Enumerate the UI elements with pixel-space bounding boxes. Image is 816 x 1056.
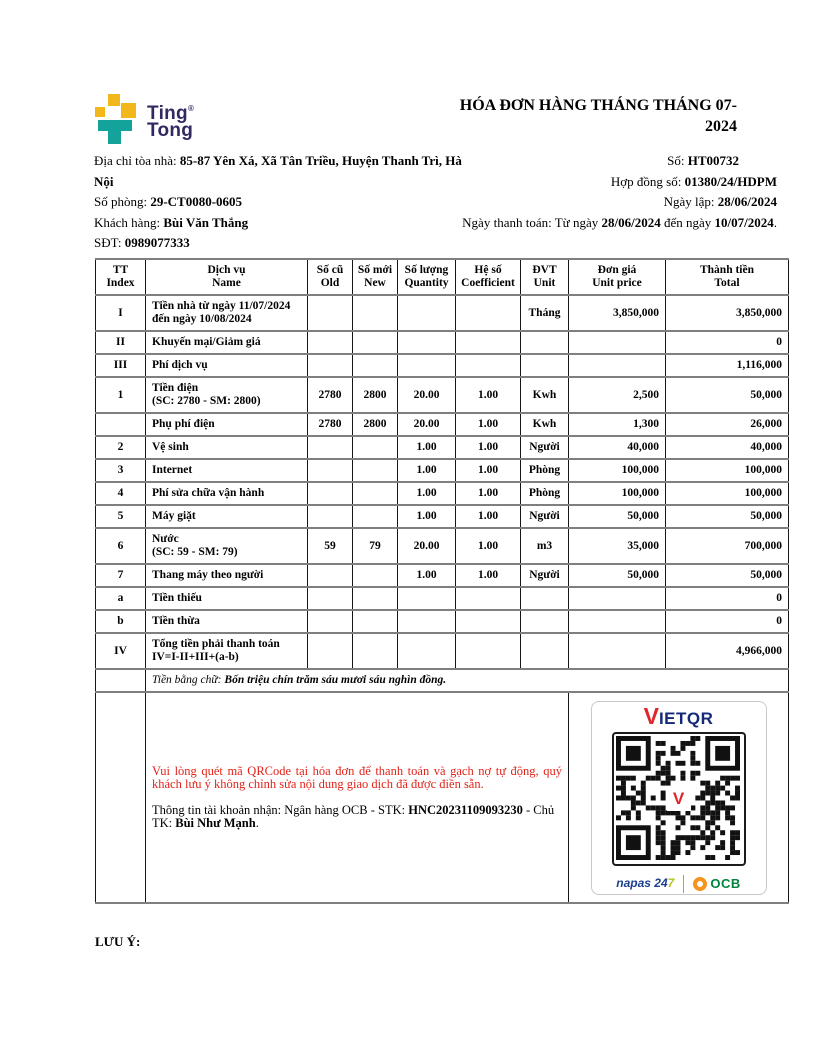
qr-row bbox=[96, 692, 789, 903]
payment-period: Ngày thanh toán: Từ ngày 28/06/2024 đến ngày 10/07/2024. bbox=[462, 214, 777, 230]
table-cell: 5 bbox=[96, 505, 146, 528]
table-row bbox=[96, 354, 789, 377]
header-row bbox=[96, 259, 789, 295]
table-cell bbox=[353, 482, 398, 505]
table-cell: 20.00 bbox=[398, 528, 456, 564]
table-cell: 1.00 bbox=[456, 528, 521, 564]
table-cell bbox=[353, 459, 398, 482]
table-cell: Phòng bbox=[521, 459, 569, 482]
napas-logo: napas 247 bbox=[616, 876, 675, 890]
table-cell: 100,000 bbox=[666, 482, 789, 505]
service-name-cell: Phụ phí điện bbox=[146, 413, 308, 436]
table-cell: 1.00 bbox=[456, 413, 521, 436]
table-cell bbox=[456, 295, 521, 331]
table-cell bbox=[308, 436, 353, 459]
table-cell bbox=[456, 354, 521, 377]
table-cell bbox=[308, 633, 353, 669]
service-name-cell: Nước (SC: 59 - SM: 79) bbox=[146, 528, 308, 564]
table-cell bbox=[521, 610, 569, 633]
tingtong-logo bbox=[94, 94, 194, 144]
table-cell bbox=[308, 331, 353, 354]
table-cell: 7 bbox=[96, 564, 146, 587]
table-cell: Phòng bbox=[521, 482, 569, 505]
table-cell: 59 bbox=[308, 528, 353, 564]
table-cell bbox=[456, 633, 521, 669]
table-cell: 20.00 bbox=[398, 413, 456, 436]
invoice-title-line2: 2024 bbox=[705, 118, 737, 135]
table-cell bbox=[308, 354, 353, 377]
table-cell bbox=[308, 587, 353, 610]
table-cell: Người bbox=[521, 564, 569, 587]
table-cell: 40,000 bbox=[666, 436, 789, 459]
table-cell: 35,000 bbox=[569, 528, 666, 564]
customer-name: Khách hàng: Bùi Văn Thắng bbox=[94, 214, 249, 230]
table-cell bbox=[353, 564, 398, 587]
invoice-title bbox=[397, 95, 737, 137]
table-cell: 4 bbox=[96, 482, 146, 505]
table-cell: 100,000 bbox=[569, 482, 666, 505]
table-row bbox=[96, 587, 789, 610]
table-cell: b bbox=[96, 610, 146, 633]
table-cell: 1.00 bbox=[398, 482, 456, 505]
tingtong-logo-text bbox=[147, 100, 194, 139]
vietqr-v-icon: V bbox=[643, 702, 659, 729]
registered-mark-icon: ® bbox=[187, 103, 195, 113]
table-cell bbox=[308, 610, 353, 633]
column-header: Hệ số Coefficient bbox=[456, 259, 521, 295]
table-cell: 50,000 bbox=[666, 505, 789, 528]
table-cell bbox=[569, 331, 666, 354]
footer-note bbox=[95, 934, 140, 950]
table-cell: 0 bbox=[666, 331, 789, 354]
brand-line2: Tong bbox=[147, 119, 194, 141]
service-name-cell: Internet bbox=[146, 459, 308, 482]
table-cell bbox=[353, 354, 398, 377]
service-name-cell: Tiền nhà từ ngày 11/07/2024 đến ngày 10/08/2024 bbox=[146, 295, 308, 331]
table-cell: 1,116,000 bbox=[666, 354, 789, 377]
table-cell bbox=[308, 505, 353, 528]
table-cell: 2 bbox=[96, 436, 146, 459]
table-cell: 3,850,000 bbox=[569, 295, 666, 331]
table-cell bbox=[398, 354, 456, 377]
invoice-number: Số: HT00732 bbox=[667, 153, 739, 168]
table-cell: 3,850,000 bbox=[666, 295, 789, 331]
table-row bbox=[96, 413, 789, 436]
table-row bbox=[96, 295, 789, 331]
table-cell bbox=[308, 564, 353, 587]
amount-in-words-cell bbox=[146, 669, 789, 692]
table-cell: 1.00 bbox=[456, 459, 521, 482]
table-row bbox=[96, 436, 789, 459]
amount-in-words-value: Bốn triệu chín trăm sáu mươi sáu nghìn đồng. bbox=[224, 674, 447, 686]
service-name-cell: Tiền thừa bbox=[146, 610, 308, 633]
table-row bbox=[96, 505, 789, 528]
customer-phone: SĐT: 0989077333 bbox=[94, 235, 190, 250]
table-row bbox=[96, 610, 789, 633]
logo-divider bbox=[683, 875, 684, 893]
table-cell: 6 bbox=[96, 528, 146, 564]
table-cell: 0 bbox=[666, 610, 789, 633]
table-cell bbox=[569, 587, 666, 610]
vietqr-logo: VIETQR bbox=[643, 702, 714, 729]
table-cell: Người bbox=[521, 505, 569, 528]
table-cell bbox=[308, 459, 353, 482]
payment-note-cell bbox=[146, 692, 569, 903]
table-cell: 1.00 bbox=[398, 459, 456, 482]
table-cell: 2,500 bbox=[569, 377, 666, 413]
table-row bbox=[96, 377, 789, 413]
table-cell bbox=[456, 587, 521, 610]
table-cell bbox=[398, 331, 456, 354]
column-header: Thành tiền Total bbox=[666, 259, 789, 295]
invoice-table bbox=[95, 258, 789, 904]
table-cell bbox=[353, 587, 398, 610]
table-cell: 1.00 bbox=[456, 564, 521, 587]
qr-code bbox=[612, 732, 746, 866]
table-cell: 2780 bbox=[308, 377, 353, 413]
table-cell bbox=[353, 505, 398, 528]
payment-warning: Vui lòng quét mã QRCode tại hóa đơn để thanh toán và gạch nợ tự động, quý khách lưu ý không chỉnh sửa nội dung giao dịch đã được điền sẵn. bbox=[152, 764, 562, 791]
service-name-cell: Thang máy theo người bbox=[146, 564, 308, 587]
table-cell bbox=[521, 633, 569, 669]
brand-line1: Ting bbox=[147, 102, 188, 124]
column-header: Đơn giá Unit price bbox=[569, 259, 666, 295]
table-cell bbox=[521, 331, 569, 354]
table-cell bbox=[308, 482, 353, 505]
table-cell bbox=[521, 354, 569, 377]
amount-in-words-label: Tiền bằng chữ: bbox=[152, 674, 225, 686]
table-cell: Tháng bbox=[521, 295, 569, 331]
column-header: TT Index bbox=[96, 259, 146, 295]
table-cell: 1.00 bbox=[398, 505, 456, 528]
table-cell bbox=[398, 610, 456, 633]
table-cell: 1.00 bbox=[456, 482, 521, 505]
table-cell bbox=[569, 354, 666, 377]
table-cell bbox=[96, 692, 146, 903]
table-row bbox=[96, 564, 789, 587]
service-name-cell: Vệ sinh bbox=[146, 436, 308, 459]
table-cell bbox=[353, 610, 398, 633]
table-cell bbox=[398, 295, 456, 331]
table-cell: III bbox=[96, 354, 146, 377]
table-row bbox=[96, 528, 789, 564]
invoice-table-body bbox=[96, 295, 789, 669]
column-header: Dịch vụ Name bbox=[146, 259, 308, 295]
table-cell bbox=[353, 331, 398, 354]
table-cell: 1.00 bbox=[456, 436, 521, 459]
table-cell: 1.00 bbox=[456, 377, 521, 413]
table-row bbox=[96, 633, 789, 669]
table-cell: 100,000 bbox=[666, 459, 789, 482]
column-header: Số mới New bbox=[353, 259, 398, 295]
contract-number: Hợp đồng số: 01380/24/HDPM bbox=[610, 173, 777, 189]
invoice-table-head bbox=[96, 259, 789, 295]
table-cell: 4,966,000 bbox=[666, 633, 789, 669]
table-cell: 79 bbox=[353, 528, 398, 564]
column-header: Số lượng Quantity bbox=[398, 259, 456, 295]
account-info: Thông tin tài khoản nhận: Ngân hàng OCB - STK: HNC20231109093230 - Chủ TK: Bùi Như Mạnh. bbox=[152, 803, 555, 830]
table-cell: 3 bbox=[96, 459, 146, 482]
table-cell: 700,000 bbox=[666, 528, 789, 564]
table-cell: 50,000 bbox=[569, 505, 666, 528]
room-number: Số phòng: 29-CT0080-0605 bbox=[94, 194, 243, 209]
table-cell bbox=[521, 587, 569, 610]
info-right bbox=[337, 151, 777, 233]
table-cell: 1,300 bbox=[569, 413, 666, 436]
column-header: Số cũ Old bbox=[308, 259, 353, 295]
table-cell bbox=[569, 610, 666, 633]
table-cell bbox=[398, 633, 456, 669]
table-cell bbox=[96, 669, 146, 692]
service-name-cell: Máy giặt bbox=[146, 505, 308, 528]
service-name-cell: Phí dịch vụ bbox=[146, 354, 308, 377]
table-cell bbox=[456, 331, 521, 354]
qr-footer bbox=[616, 875, 740, 893]
issue-date: Ngày lập: 28/06/2024 bbox=[663, 194, 777, 209]
table-cell: 50,000 bbox=[666, 564, 789, 587]
footer-note-label: LƯU Ý: bbox=[95, 934, 141, 949]
invoice-title-line1: HÓA ĐƠN HÀNG THÁNG THÁNG 07- bbox=[459, 97, 737, 114]
table-cell: 1 bbox=[96, 377, 146, 413]
tingtong-logo-icon bbox=[94, 94, 138, 144]
account-number: HNC20231109093230 bbox=[408, 803, 523, 817]
amount-in-words-row bbox=[96, 669, 789, 692]
building-address: Địa chỉ tòa nhà: 85-87 Yên Xá, Xã Tân Triều, Huyện Thanh Trì, Hà Nội bbox=[94, 153, 462, 189]
table-cell: m3 bbox=[521, 528, 569, 564]
table-cell: 20.00 bbox=[398, 377, 456, 413]
service-name-cell: Khuyến mại/Giảm giá bbox=[146, 331, 308, 354]
table-cell: 2780 bbox=[308, 413, 353, 436]
table-cell: 50,000 bbox=[569, 564, 666, 587]
vietqr-center-v-icon: V bbox=[672, 789, 685, 808]
table-cell bbox=[353, 436, 398, 459]
column-header: ĐVT Unit bbox=[521, 259, 569, 295]
ocb-logo: OCB bbox=[693, 877, 740, 891]
table-cell bbox=[96, 413, 146, 436]
table-cell: 2800 bbox=[353, 413, 398, 436]
vietqr-card bbox=[591, 701, 767, 895]
table-cell: 50,000 bbox=[666, 377, 789, 413]
table-cell: 26,000 bbox=[666, 413, 789, 436]
table-row bbox=[96, 482, 789, 505]
table-cell bbox=[456, 610, 521, 633]
table-row bbox=[96, 331, 789, 354]
table-cell: 1.00 bbox=[398, 436, 456, 459]
service-name-cell: Tiền thiếu bbox=[146, 587, 308, 610]
table-cell: I bbox=[96, 295, 146, 331]
qr-cell bbox=[569, 692, 789, 903]
qr-center-mark bbox=[667, 787, 691, 811]
table-cell bbox=[353, 633, 398, 669]
service-name-cell: Tiền điện (SC: 2780 - SM: 2800) bbox=[146, 377, 308, 413]
table-cell bbox=[569, 633, 666, 669]
table-cell: II bbox=[96, 331, 146, 354]
table-cell: IV bbox=[96, 633, 146, 669]
table-cell bbox=[353, 295, 398, 331]
table-cell: a bbox=[96, 587, 146, 610]
table-cell: Kwh bbox=[521, 413, 569, 436]
service-name-cell: Tổng tiền phải thanh toán IV=I-II+III+(a-b) bbox=[146, 633, 308, 669]
ocb-ring-icon bbox=[693, 877, 707, 891]
service-name-cell: Phí sửa chữa vận hành bbox=[146, 482, 308, 505]
invoice-table-foot bbox=[96, 669, 789, 903]
table-row bbox=[96, 459, 789, 482]
account-holder: Bùi Như Mạnh bbox=[175, 816, 256, 830]
table-cell bbox=[398, 587, 456, 610]
table-cell: 1.00 bbox=[456, 505, 521, 528]
table-cell: 100,000 bbox=[569, 459, 666, 482]
table-cell: 1.00 bbox=[398, 564, 456, 587]
table-cell bbox=[308, 295, 353, 331]
table-cell: 40,000 bbox=[569, 436, 666, 459]
table-cell: 0 bbox=[666, 587, 789, 610]
table-cell: 2800 bbox=[353, 377, 398, 413]
table-cell: Người bbox=[521, 436, 569, 459]
table-cell: Kwh bbox=[521, 377, 569, 413]
